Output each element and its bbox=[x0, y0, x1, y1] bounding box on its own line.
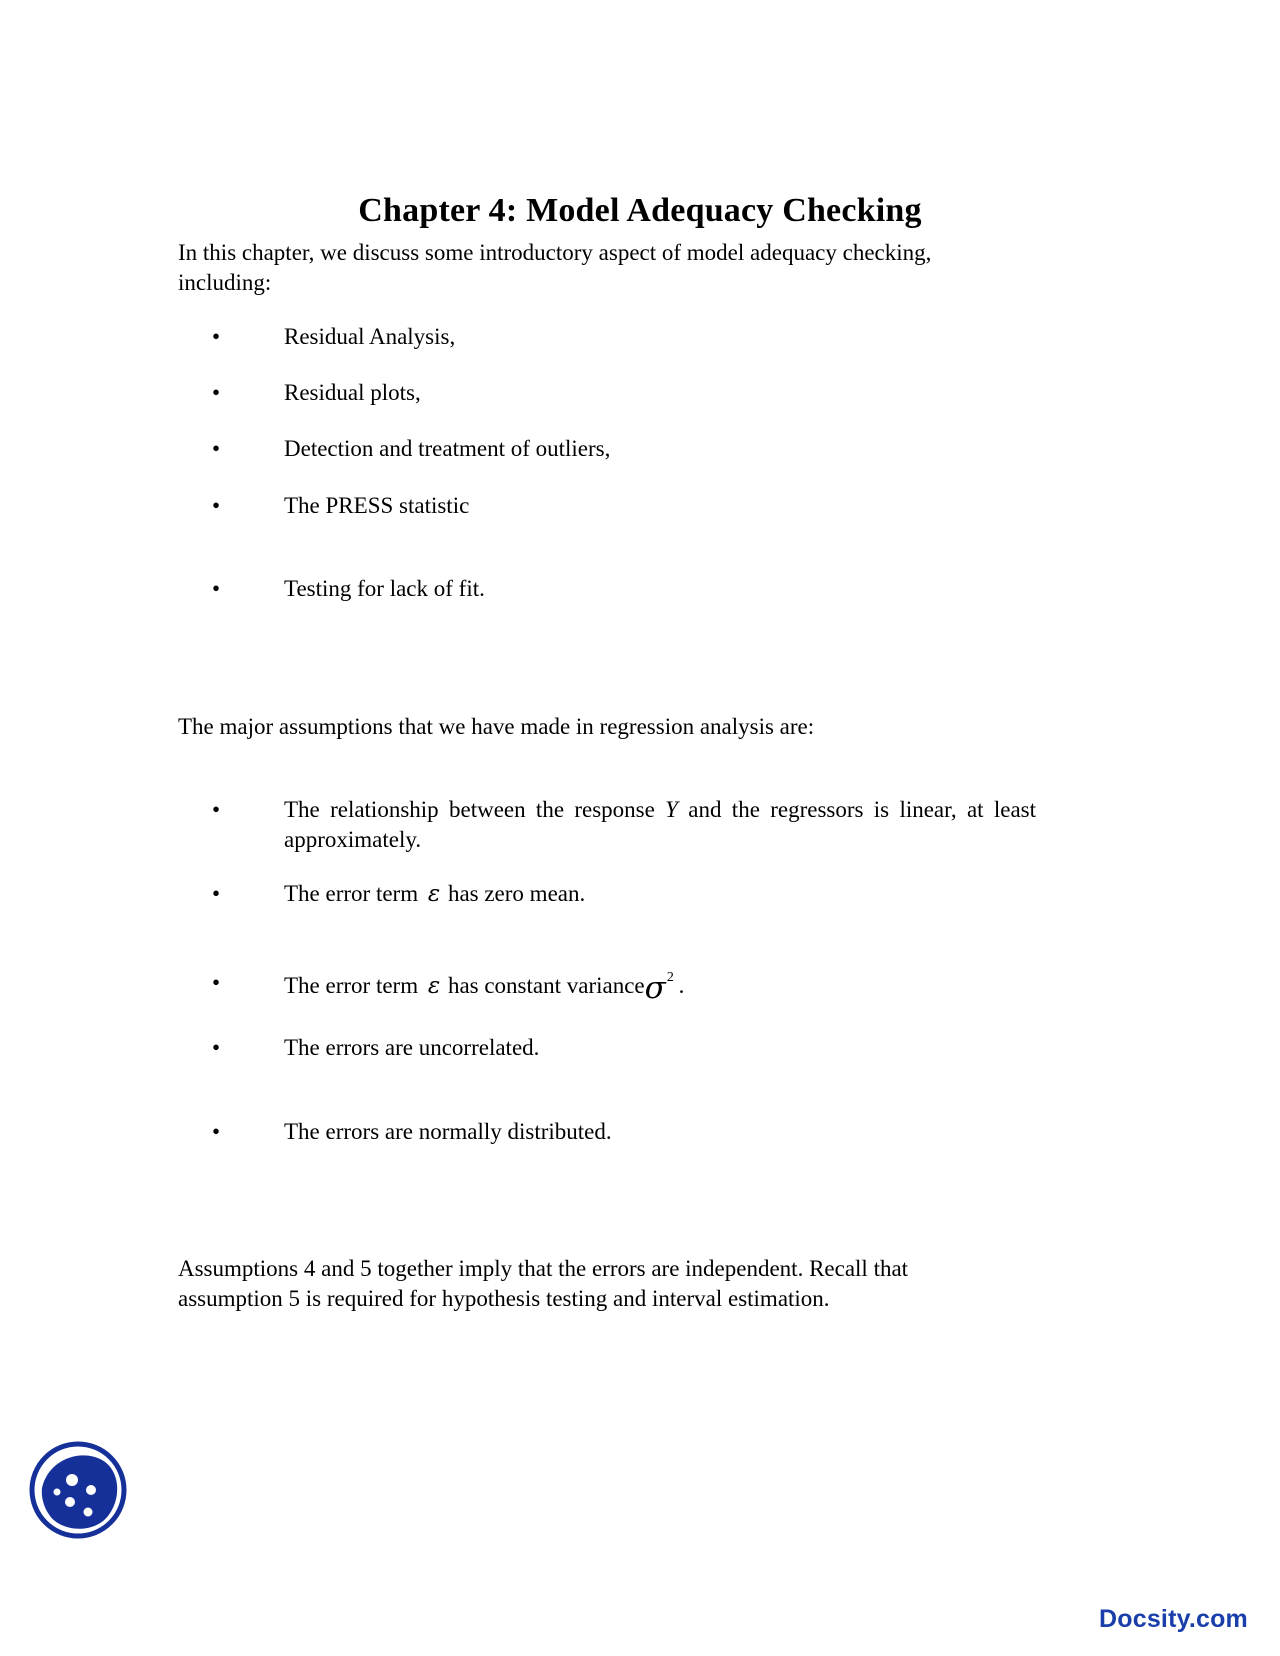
bullet-glyph: • bbox=[212, 970, 221, 995]
assumptions-intro-paragraph: The major assumptions that we have made in regression analysis are: bbox=[178, 714, 815, 739]
bullet-glyph: • bbox=[212, 324, 221, 349]
list-item bbox=[212, 378, 732, 408]
list-item bbox=[212, 491, 732, 521]
list-item bbox=[212, 574, 732, 604]
list-item-label: Residual plots, bbox=[284, 380, 421, 405]
list-item-label bbox=[284, 879, 812, 909]
list-item-label: The errors are uncorrelated. bbox=[284, 1035, 540, 1060]
epsilon-symbol: ε bbox=[427, 973, 441, 999]
closing-paragraph-line-2: assumption 5 is required for hypothesis testing and interval estimation. bbox=[178, 1286, 830, 1311]
intro-paragraph: In this chapter, we discuss some introductory aspect of model adequacy checking, including: bbox=[178, 240, 932, 295]
assumption-trailing-period: . bbox=[672, 973, 685, 998]
docsity-brand-text[interactable]: Docsity.com bbox=[1098, 1605, 1248, 1633]
closing-paragraph-line-1: Assumptions 4 and 5 together imply that the errors are independent. Recall that bbox=[178, 1256, 909, 1281]
docsity-logo bbox=[28, 1440, 128, 1540]
bullet-glyph: • bbox=[212, 797, 221, 822]
list-item bbox=[212, 968, 812, 1005]
assumption-text-before: The error term bbox=[284, 881, 424, 906]
list-item-label: The PRESS statistic bbox=[284, 493, 470, 518]
list-item-label: Testing for lack of fit. bbox=[284, 576, 485, 601]
bullet-glyph: • bbox=[212, 436, 221, 461]
assumption-text-before: The relationship between the response bbox=[284, 797, 666, 822]
list-item bbox=[212, 1117, 812, 1147]
assumption-text-after: has constant variance bbox=[442, 973, 645, 998]
list-item bbox=[212, 795, 1036, 855]
list-item bbox=[212, 1033, 812, 1063]
epsilon-symbol: ε bbox=[427, 881, 441, 907]
closing-paragraph bbox=[178, 1254, 1036, 1314]
sigma-exponent: 2 bbox=[666, 970, 674, 985]
assumption-text-after: has zero mean. bbox=[442, 881, 586, 906]
bullet-glyph: • bbox=[212, 881, 221, 906]
response-variable-symbol: Y bbox=[665, 797, 678, 822]
sigma-symbol: σ bbox=[644, 970, 666, 1006]
bullet-glyph: • bbox=[212, 1035, 221, 1060]
list-item-label bbox=[284, 795, 1036, 855]
list-item-label: The errors are normally distributed. bbox=[284, 1119, 612, 1144]
assumption-text-after: and the regressors is linear, at least approximately. bbox=[284, 797, 1037, 852]
page-title: Chapter 4: Model Adequacy Checking bbox=[358, 191, 922, 229]
sigma-squared-formula bbox=[645, 968, 673, 1005]
list-item-label bbox=[284, 968, 812, 1005]
list-item bbox=[212, 879, 812, 909]
bullet-glyph: • bbox=[212, 380, 221, 405]
bullet-glyph: • bbox=[212, 576, 221, 601]
bullet-glyph: • bbox=[212, 493, 221, 518]
bullet-glyph: • bbox=[212, 1119, 221, 1144]
list-item-label: Detection and treatment of outliers, bbox=[284, 436, 611, 461]
assumption-text-before: The error term bbox=[284, 973, 424, 998]
list-item bbox=[212, 322, 732, 352]
list-item-label: Residual Analysis, bbox=[284, 324, 456, 349]
list-item bbox=[212, 434, 732, 464]
